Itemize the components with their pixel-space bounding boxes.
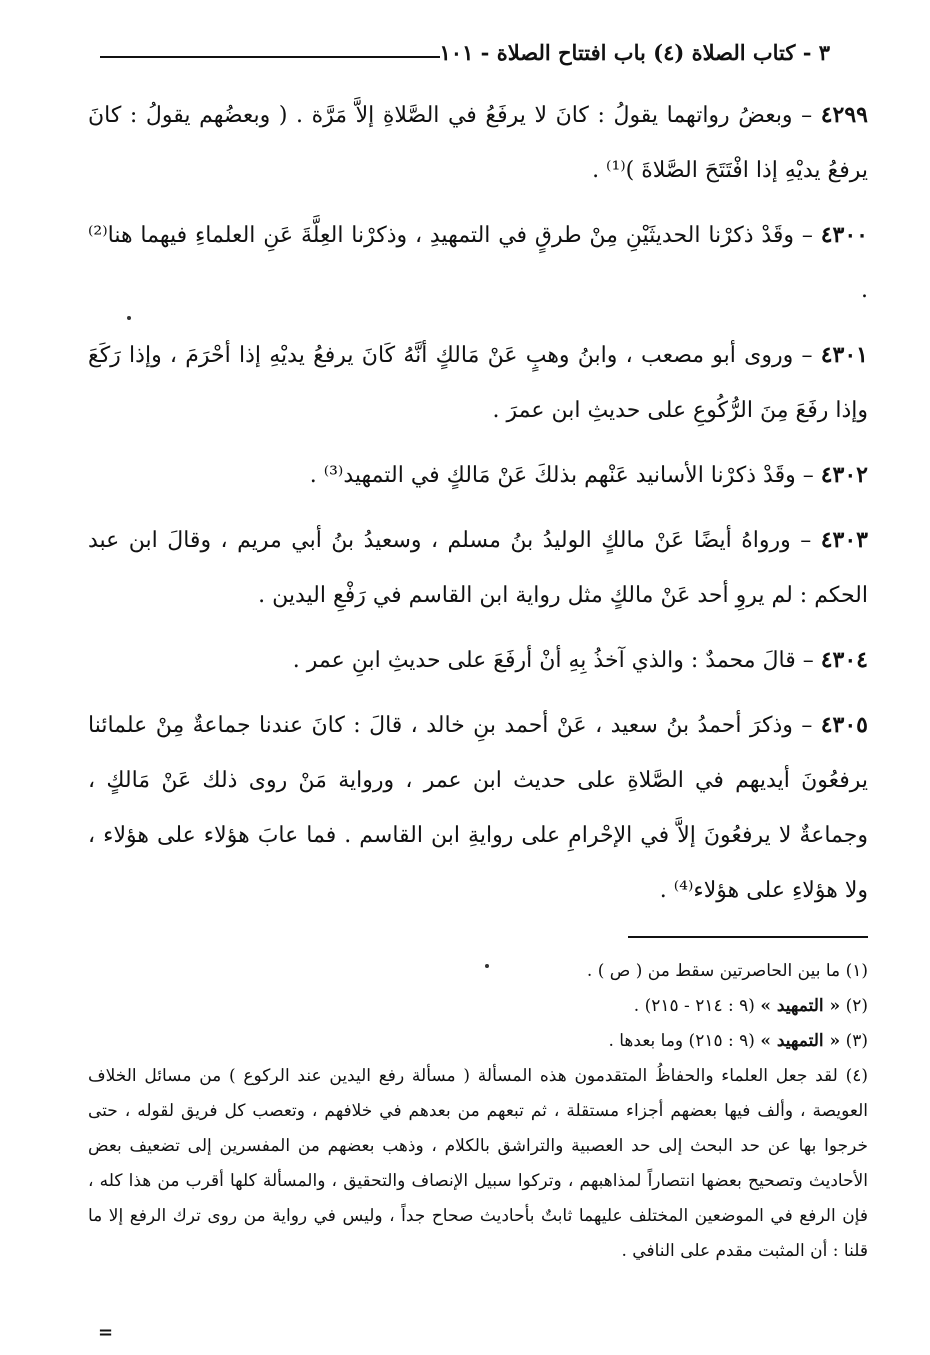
- paragraph-number: ٤٣٠٢: [820, 462, 868, 488]
- footnote-text: ما بين الحاصرتين سقط من ( ص ) .: [586, 961, 841, 981]
- paragraph-4300: ٤٣٠٠ – وقَدْ ذكرْنا الحديثَيْنِ مِنْ طرقٍ في التمهيدِ ، وذكرْنا العِلَّةَ عَنِ العلماءِ فيهما هنا⁽²⁾ .: [88, 222, 868, 303]
- paragraph-number: ٤٣٠٥: [820, 712, 868, 738]
- paragraph-number: ٤٣٠٤: [820, 647, 868, 673]
- footnote-text: لقد جعل العلماء والحفاظُ المتقدمون هذه المسألة ( مسألة رفع اليدين عند الركوع ) من مسائل الخلاف العويصة ، وألف فيها بعضهم أجزاء مستقلة ، ثم تبعهم من بعدهم في خلافهم ، وتعصب كل فريق لقوله ، حتى خرجوا بها عن حد البحث إلى حد العصبية والتراشق بالكلام ، وذهب بعضهم من المفسرين إلى تضعيف بعض الأحاديث وتصحيح بعضها انتصاراً لمذاهبهم ، وتركوا سبيل الإنصاف والتحقيق ، والمسألة كلها أقرب من هذا كله ، فإن الرفع في الموضعين المختلف عليهما ثابتٌ بأحاديث صحاح جداً ، وليس في رواية من روى ترك الرفع إلا ما قلنا : أن المثبت مقدم على النافي .: [88, 1066, 868, 1261]
- footnote-source: « التمهيد »: [760, 1031, 841, 1051]
- paragraph-4299: ٤٢٩٩ – وبعضُ رواتهما يقولُ : كانَ لا يرفَعُ في الصَّلاةِ إلاَّ مَرَّة . ( وبعضُهم يقولُ : كانَ يرفعُ يديْهِ إذا افْتَتَحَ الصَّلاةَ )⁽¹⁾ .: [88, 102, 868, 183]
- footnote-marker: (٢): [845, 996, 868, 1016]
- header-rule: [100, 56, 440, 58]
- footnote-rule: [628, 936, 868, 938]
- paragraph-text: قالَ محمدٌ : والذي آخذُ بِهِ أنْ أرفَعَ على حديثِ ابنِ عمر .: [292, 648, 796, 673]
- footnotes: [88, 954, 868, 1269]
- paragraph-4302: ٤٣٠٢ – وقَدْ ذكرْنا الأسانيد عَنْهم بذلكَ عَنْ مَالكٍ في التمهيد⁽³⁾ .: [309, 462, 868, 488]
- running-header: ٣ - كتاب الصلاة (٤) باب افتتاح الصلاة - ١٠١: [439, 40, 830, 65]
- footnote-4: [88, 1059, 868, 1269]
- speck: [127, 316, 131, 320]
- continuation-mark: =: [98, 1322, 114, 1343]
- paragraph-number: ٤٣٠٣: [820, 527, 868, 553]
- footnote-2: [88, 989, 868, 1024]
- footnote-1: [88, 954, 868, 989]
- footnote-source: « التمهيد »: [760, 996, 841, 1016]
- paragraph-4301: ٤٣٠١ – وروى أبو مصعب ، وابنُ وهبٍ عَنْ مَالكٍ أنَّهُ كَانَ يرفعُ يديْهِ إذا أحْرَمَ ، وإذا رَكَعَ وإذا رفَعَ مِنَ الرُّكُوعِ على حديثِ ابن عمرَ .: [88, 342, 868, 423]
- paragraph-text: وقَدْ ذكرْنا الحديثَيْنِ مِنْ طرقٍ في التمهيدِ ، وذكرْنا العِلَّةَ عَنِ العلماءِ فيهما هنا⁽²⁾ .: [88, 223, 868, 303]
- footnote-marker: (٣): [845, 1031, 868, 1051]
- paragraph-4305: ٤٣٠٥ – وذكرَ أحمدُ بنُ سعيد ، عَنْ أحمد بنِ خالد ، قالَ : كانَ عندنا جماعةٌ مِنْ علمائنا يرفعُونَ أيديهم في الصَّلاةِ على حديث ابن عمر ، ورواية مَنْ روى ذلك عَنْ مَالكٍ ، وجماعةٌ لا يرفعُونَ إلاَّ في الإحْرامِ على روايةِ ابن القاسم . فما عابَ هؤلاء على هؤلاء ، ولا هؤلاءِ على هؤلاء⁽⁴⁾ .: [88, 712, 868, 903]
- paragraph-text: وروى أبو مصعب ، وابنُ وهبٍ عَنْ مَالكٍ أنَّهُ كَانَ يرفعُ يديْهِ إذا أحْرَمَ ، وإذا رَكَعَ وإذا رفَعَ مِنَ الرُّكُوعِ على حديثِ ابن عمرَ .: [88, 343, 868, 423]
- footnote-marker: (١): [845, 961, 868, 981]
- main-text: [88, 88, 868, 928]
- paragraph-text: وقَدْ ذكرْنا الأسانيد عَنْهم بذلكَ عَنْ مَالكٍ في التمهيد⁽³⁾ .: [309, 463, 796, 488]
- paragraph-text: وبعضُ رواتهما يقولُ : كانَ لا يرفَعُ في الصَّلاةِ إلاَّ مَرَّة . ( وبعضُهم يقولُ : كانَ يرفعُ يديْهِ إذا افْتَتَحَ الصَّلاةَ )⁽¹⁾ .: [88, 103, 868, 183]
- paragraph-4303: ٤٣٠٣ – ورواهُ أيضًا عَنْ مالكٍ الوليدُ بنُ مسلم ، وسعيدُ بنُ أبي مريم ، وقالَ ابن عبد الحكم : لم يروِ أحد عَنْ مالكٍ مثل رواية ابن القاسم في رَفْعِ اليدين .: [88, 527, 868, 608]
- paragraph-4304: ٤٣٠٤ – قالَ محمدٌ : والذي آخذُ بِهِ أنْ أرفَعَ على حديثِ ابنِ عمر .: [292, 647, 868, 673]
- paragraph-number: ٤٣٠١: [820, 342, 868, 368]
- footnote-marker: (٤): [845, 1066, 869, 1086]
- footnote-text: (٩ : ٢١٤ - ٢١٥) .: [633, 996, 755, 1016]
- paragraph-number: ٤٣٠٠: [820, 222, 868, 248]
- paragraph-text: وذكرَ أحمدُ بنُ سعيد ، عَنْ أحمد بنِ خالد ، قالَ : كانَ عندنا جماعةٌ مِنْ علمائنا يرفعُونَ أيديهم في الصَّلاةِ على حديث ابن عمر ، ورواية مَنْ روى ذلك عَنْ مَالكٍ ، وجماعةٌ لا يرفعُونَ إلاَّ في الإحْرامِ على روايةِ ابن القاسم . فما عابَ هؤلاء على هؤلاء ، ولا هؤلاءِ على هؤلاء⁽⁴⁾ .: [88, 713, 868, 903]
- footnote-3: [88, 1024, 868, 1059]
- footnote-text: (٩ : ٢١٥) وما بعدها .: [608, 1031, 755, 1051]
- paragraph-text: ورواهُ أيضًا عَنْ مالكٍ الوليدُ بنُ مسلم ، وسعيدُ بنُ أبي مريم ، وقالَ ابن عبد الحكم : لم يروِ أحد عَنْ مالكٍ مثل رواية ابن القاسم في رَفْعِ اليدين .: [88, 528, 868, 608]
- speck: [485, 964, 489, 968]
- paragraph-number: ٤٢٩٩: [820, 102, 868, 128]
